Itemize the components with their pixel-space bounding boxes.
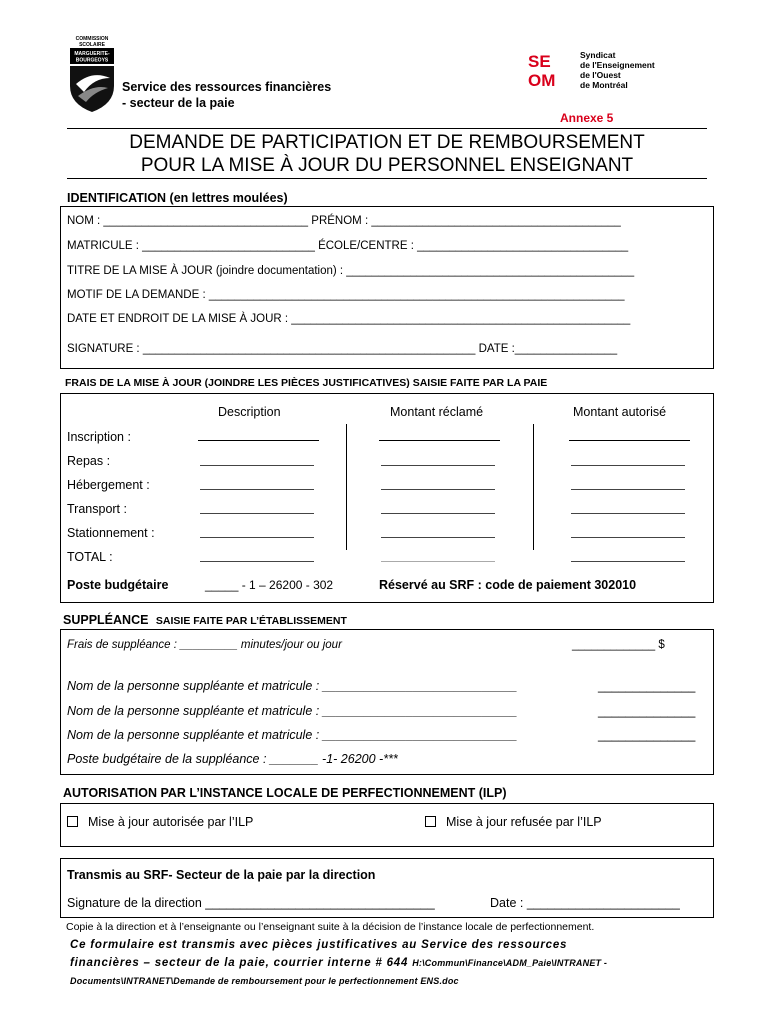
seom-logo — [527, 50, 565, 88]
service-title — [122, 79, 331, 111]
row-label-stationnement: Stationnement : — [67, 526, 155, 540]
frais-box — [60, 393, 714, 603]
signature-direction-field[interactable]: Signature de la direction _________________________________ — [67, 896, 435, 910]
autorisation-heading: AUTORISATION PAR L’INSTANCE LOCALE DE PERFECTIONNEMENT (ILP) — [63, 786, 507, 800]
logo-text-3: MARGUERITE- — [74, 51, 110, 57]
total-description-blank[interactable] — [200, 561, 314, 562]
suppleance-heading-main: SUPPLÉANCE — [63, 613, 149, 627]
hebergement-autorise-blank[interactable] — [571, 489, 685, 490]
suppleance-heading-sub: SAISIE FAITE PAR L’ÉTABLISSEMENT — [155, 615, 347, 627]
transmis-heading: Transmis au SRF- Secteur de la paie par la direction — [67, 868, 376, 882]
form-title — [67, 131, 707, 177]
reserve-srf-note: Réservé au SRF : code de paiement 302010 — [379, 578, 637, 592]
title-line-1: DEMANDE DE PARTICIPATION ET DE REMBOURSEMENT — [129, 132, 645, 153]
nom-prenom-field[interactable]: NOM : ________________________________ PRÉNOM : _______________________________________ — [67, 215, 621, 227]
copy-note: Copie à la direction et à l’enseignante ou l’enseignant suite à la décision de l’instance locale de perfectionnement. — [66, 921, 595, 933]
personne-suppleante-2[interactable]: Nom de la personne suppléante et matricule : ____________________________ — [67, 704, 518, 718]
stationnement-autorise-blank[interactable] — [571, 537, 685, 538]
commission-scolaire-logo — [64, 34, 120, 114]
logo-text-4: BOURGEOYS — [75, 57, 109, 64]
date-endroit-field[interactable]: DATE ET ENDROIT DE LA MISE À JOUR : _____________________________________________________ — [67, 313, 631, 325]
seom-logo-top: SE — [528, 52, 551, 71]
col-montant-autorise: Montant autorisé — [573, 405, 667, 419]
repas-autorise-blank[interactable] — [571, 465, 685, 466]
repas-description-blank[interactable] — [200, 465, 314, 466]
poste-budgetaire-value[interactable]: _____ - 1 – 26200 - 302 — [205, 578, 334, 592]
hebergement-reclame-blank[interactable] — [381, 489, 495, 490]
inscription-autorise-blank[interactable] — [569, 440, 690, 441]
frais-suppleance-field[interactable]: Frais de suppléance : _________ minutes/jour ou jour — [67, 639, 342, 651]
inscription-reclame-blank[interactable] — [379, 440, 500, 441]
option-refusee-label: Mise à jour refusée par l’ILP — [446, 815, 602, 829]
row-label-transport: Transport : — [67, 502, 127, 516]
footer-line-2 — [70, 954, 702, 972]
footer-path-2: Documents\INTRANET\Demande de remboursement pour le perfectionnement ENS.doc — [70, 976, 459, 986]
motif-field[interactable]: MOTIF DE LA DEMANDE : _________________________________________________________________ — [67, 289, 625, 301]
checkbox-refusee[interactable] — [425, 816, 436, 827]
row-label-inscription: Inscription : — [67, 430, 131, 444]
personne-suppleante-2-extra[interactable]: ______________ — [598, 704, 696, 718]
repas-reclame-blank[interactable] — [381, 465, 495, 466]
stationnement-reclame-blank[interactable] — [381, 537, 495, 538]
personne-suppleante-1-extra[interactable]: ______________ — [598, 679, 696, 693]
annexe-label: Annexe 5 — [560, 111, 614, 125]
transport-autorise-blank[interactable] — [571, 513, 685, 514]
personne-suppleante-1[interactable]: Nom de la personne suppléante et matricule : ____________________________ — [67, 679, 518, 693]
footer-line-1: Ce formulaire est transmis avec pièces justificatives au Service des ressources — [70, 939, 568, 951]
matricule-ecole-field[interactable]: MATRICULE : ___________________________ ÉCOLE/CENTRE : _________________________________ — [67, 240, 629, 252]
poste-budgetaire-label: Poste budgétaire — [67, 578, 169, 592]
syndicat-line-2: de l'Enseignement — [580, 60, 655, 70]
footer-line-2-text: financières – secteur de la paie, courrier interne # 644 — [70, 957, 409, 969]
service-line-1: Service des ressources financières — [122, 80, 332, 94]
logo-text-2: SCOLAIRE — [79, 42, 105, 48]
syndicat-line-3: de l'Ouest — [580, 70, 621, 80]
personne-suppleante-3[interactable]: Nom de la personne suppléante et matricule : ____________________________ — [67, 728, 518, 742]
col-description: Description — [218, 405, 281, 419]
row-label-hebergement: Hébergement : — [67, 478, 150, 492]
poste-budgetaire-suppleance[interactable]: Poste budgétaire de la suppléance : _______ -1- 26200 -*** — [67, 752, 398, 766]
titre-mise-a-jour-field[interactable]: TITRE DE LA MISE À JOUR (joindre documentation) : _____________________________________________ — [67, 265, 635, 277]
col-divider-2 — [533, 424, 534, 550]
row-label-total: TOTAL : — [67, 550, 113, 564]
syndicat-name — [580, 50, 655, 90]
personne-suppleante-3-extra[interactable]: ______________ — [598, 728, 696, 742]
seom-logo-bottom: OM — [528, 71, 556, 88]
option-autorisee[interactable] — [67, 815, 253, 829]
signature-date-field[interactable]: SIGNATURE : ____________________________________________________ DATE :________________ — [67, 343, 618, 355]
transport-reclame-blank[interactable] — [381, 513, 495, 514]
logo-text-1: COMMISSION — [75, 36, 109, 42]
col-divider-1 — [346, 424, 347, 550]
footer-note — [70, 936, 702, 990]
inscription-description-blank[interactable] — [198, 440, 319, 441]
hebergement-description-blank[interactable] — [200, 489, 314, 490]
date-direction-field[interactable]: Date : ______________________ — [490, 896, 680, 910]
checkbox-autorisee[interactable] — [67, 816, 78, 827]
service-line-2: - secteur de la paie — [122, 96, 235, 110]
total-reclame-blank[interactable] — [381, 561, 495, 562]
syndicat-line-1: Syndicat — [580, 50, 616, 60]
syndicat-line-4: de Montréal — [580, 80, 628, 90]
footer-path-1: H:\Commun\Finance\ADM_Paie\INTRANET - — [412, 958, 608, 968]
col-montant-reclame: Montant réclamé — [390, 405, 484, 419]
option-autorisee-label: Mise à jour autorisée par l’ILP — [88, 815, 254, 829]
total-autorise-blank[interactable] — [571, 561, 685, 562]
title-bottom-rule — [67, 178, 707, 179]
title-line-2: POUR LA MISE À JOUR DU PERSONNEL ENSEIGNANT — [140, 155, 634, 176]
suppleance-heading — [63, 613, 347, 627]
option-refusee[interactable] — [425, 815, 602, 829]
transport-description-blank[interactable] — [200, 513, 314, 514]
title-top-rule — [67, 128, 707, 129]
frais-suppleance-amount[interactable]: _____________ $ — [572, 639, 665, 651]
stationnement-description-blank[interactable] — [200, 537, 314, 538]
frais-heading: FRAIS DE LA MISE À JOUR (JOINDRE LES PIÈCES JUSTIFICATIVES) SAISIE FAITE PAR LA PAIE — [65, 377, 548, 389]
row-label-repas: Repas : — [67, 454, 111, 468]
identification-heading: IDENTIFICATION (en lettres moulées) — [67, 191, 288, 205]
